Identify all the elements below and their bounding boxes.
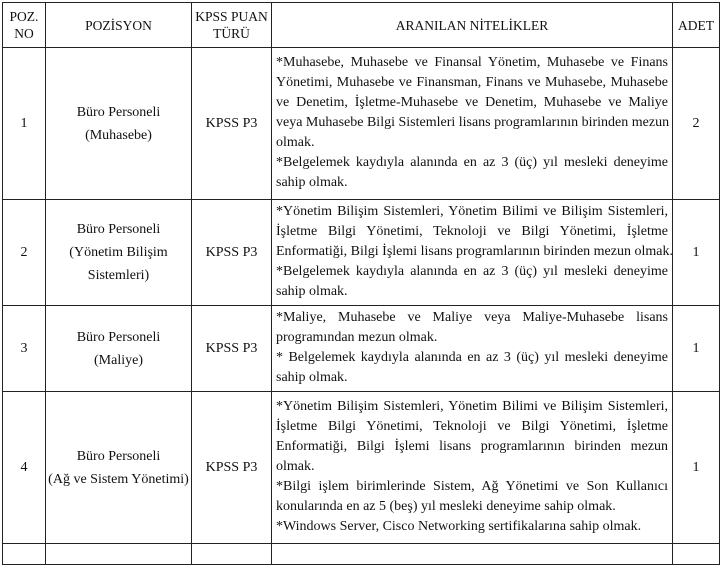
requirement-line: İşletme Bilgi Yönetimi, Teknoloji ve Bilgi Yönetimi, İşletme (276, 224, 668, 239)
cell-poz-no: 1 (3, 48, 46, 200)
requirement-item (276, 517, 668, 537)
requirement-line: Yönetimi, Muhasebe ve Finansman, Finans ve Muhasebe, Muhasebe (276, 75, 668, 90)
cell-kpss: KPSS P3 (192, 306, 272, 392)
requirement-line: *Windows Server, Cisco Networking sertifikalarına sahip olmak. (276, 519, 642, 534)
header-poz-no (3, 3, 46, 48)
cell-poz-no: 4 (3, 392, 46, 544)
cell-empty (3, 544, 46, 565)
requirement-line: * Belgelemek kaydıyla alanında en az 3 (üç) yıl mesleki deneyime (276, 350, 668, 365)
cell-poz-no: 3 (3, 306, 46, 392)
cell-adet: 1 (673, 200, 720, 306)
cell-empty (192, 544, 272, 565)
cell-position (46, 392, 192, 544)
requirement-item (276, 53, 668, 153)
position-line: Büro Personeli (76, 448, 161, 464)
cell-adet: 1 (673, 392, 720, 544)
requirement-line: *Belgelemek kaydıyla alanında en az 3 (üç) yıl mesleki deneyime (276, 155, 668, 170)
positions-table (2, 2, 720, 565)
position-line: (Ağ ve Sistem Yönetimi) (48, 471, 189, 487)
position-line: Sistemleri) (87, 268, 150, 283)
requirement-item (276, 477, 668, 517)
requirement-item (276, 308, 668, 348)
requirement-line: programından mezun olmak. (276, 330, 438, 345)
table-row (3, 200, 720, 306)
requirement-line: sahip olmak. (276, 370, 348, 385)
cell-kpss: KPSS P3 (192, 48, 272, 200)
requirement-item (276, 348, 668, 388)
requirement-line: İşletme Bilgi Yönetimi, Teknoloji ve Bilgi Yönetimi, İşletme (276, 419, 668, 434)
position-line: Büro Personeli (76, 222, 161, 237)
cell-position (46, 200, 192, 306)
requirement-line: *Belgelemek kaydıyla alanında en az 3 (üç) yıl mesleki deneyime (276, 264, 668, 279)
requirement-line: *Yönetim Bilişim Sistemleri, Yönetim Bilimi ve Bilişim Sistemleri, (276, 399, 668, 414)
requirement-line: konularında en az 5 (beş) yıl mesleki deneyime sahip olmak. (276, 499, 616, 514)
header-adet: ADET (673, 3, 720, 48)
table-row (3, 392, 720, 544)
cell-kpss: KPSS P3 (192, 392, 272, 544)
cell-empty (46, 544, 192, 565)
requirement-line: ve Denetim, İşletme-Muhasebe ve Denetim, Muhasebe ve Maliye (276, 95, 668, 110)
requirement-line: *Yönetim Bilişim Sistemleri, Yönetim Bilimi ve Bilişim Sistemleri, (276, 204, 668, 219)
cell-adet: 2 (673, 48, 720, 200)
table-row-partial (3, 544, 720, 565)
header-row (3, 3, 720, 48)
position-line: (Maliye) (94, 352, 143, 368)
table-row (3, 48, 720, 200)
requirement-line: sahip olmak. (276, 175, 348, 190)
position-line: Büro Personeli (76, 329, 161, 345)
cell-requirements (272, 392, 673, 544)
position-line: (Muhasebe) (85, 127, 152, 143)
requirement-line: Enformatiği, Bilgi İşlemi lisans programlarının birinden mezun olmak. (276, 244, 673, 259)
table-row (3, 306, 720, 392)
cell-position (46, 306, 192, 392)
requirement-line: Enformatiği, Bilgi İşlemi lisans programlarının birinden mezun (276, 439, 668, 454)
cell-requirements (272, 200, 673, 306)
table-header (3, 3, 720, 48)
cell-position (46, 48, 192, 200)
header-kpss (192, 3, 272, 48)
requirement-line: olmak. (276, 459, 315, 474)
position-line: (Yönetim Bilişim (69, 245, 168, 260)
requirement-line: *Bilgi işlem birimlerinde Sistem, Ağ Yönetimi ve Son Kullanıcı (276, 479, 668, 494)
requirement-line: *Maliye, Muhasebe ve Maliye veya Maliye-Muhasebe lisans (276, 310, 668, 325)
requirement-line: olmak. (276, 135, 315, 150)
position-line: Büro Personeli (76, 104, 161, 120)
header-poz-no-line: POZ. (9, 9, 39, 24)
requirement-line: *Muhasebe, Muhasebe ve Finansal Yönetim, Muhasebe ve Finans (276, 55, 668, 70)
header-pozisyon: POZİSYON (46, 3, 192, 48)
header-kpss-line: TÜRÜ (213, 26, 250, 41)
header-kpss-line: KPSS PUAN (195, 9, 268, 24)
cell-requirements (272, 48, 673, 200)
cell-requirements (272, 306, 673, 392)
cell-empty (272, 544, 673, 565)
requirement-item (276, 397, 668, 477)
requirement-item (276, 202, 673, 262)
requirement-line: veya Muhasebe Bilgi Sistemleri lisans programlarının birinden mezun (276, 115, 670, 130)
cell-poz-no: 2 (3, 200, 46, 306)
cell-kpss: KPSS P3 (192, 200, 272, 306)
requirement-item (276, 153, 668, 193)
cell-adet: 1 (673, 306, 720, 392)
header-poz-no-line: NO (14, 26, 34, 41)
requirement-line: sahip olmak. (276, 284, 348, 299)
header-nitelikler: ARANILAN NİTELİKLER (272, 3, 673, 48)
cell-empty (673, 544, 720, 565)
requirement-item (276, 262, 668, 302)
table-body (3, 48, 720, 565)
